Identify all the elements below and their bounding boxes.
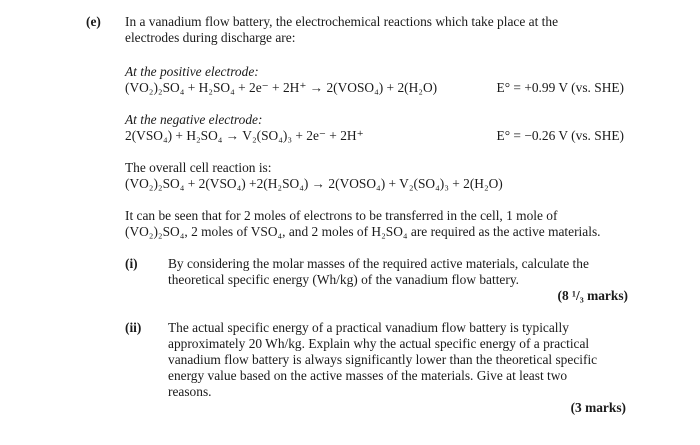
subquestion-ii-label: (ii) xyxy=(125,320,142,335)
subquestion-ii-marks: (3 marks) xyxy=(570,400,626,415)
subquestion-ii-line-1: The actual specific energy of a practical vanadium flow battery is typically xyxy=(168,320,569,335)
subquestion-i-line-1: By considering the molar masses of the required active materials, calculate the xyxy=(168,256,589,271)
overall-reaction-equation: (VO₂)₂SO₄ + 2(VSO₄) +2(H₂SO₄) → 2(VOSO₄) + V₂(SO₄)₃ + 2(H₂O) xyxy=(125,176,503,191)
positive-electrode-potential: E° = +0.99 V (vs. SHE) xyxy=(496,80,624,95)
statement-line-2: (VO₂)₂SO₄, 2 moles of VSO₄, and 2 moles of H₂SO₄ are required as the active materials. xyxy=(125,224,601,239)
subquestion-ii-line-4: energy value based on the active masses of the materials. Give at least two xyxy=(168,368,568,383)
intro-line-1: In a vanadium flow battery, the electrochemical reactions which take place at the xyxy=(125,14,559,29)
negative-electrode-heading: At the negative electrode: xyxy=(125,112,263,127)
part-label: (e) xyxy=(86,14,101,29)
negative-electrode-equation: 2(VSO₄) + H₂SO₄ → V₂(SO₄)₃ + 2e⁻ + 2H⁺ xyxy=(125,128,364,143)
subquestion-i-label: (i) xyxy=(125,256,138,271)
positive-electrode-equation: (VO₂)₂SO₄ + H₂SO₄ + 2e⁻ + 2H⁺ → 2(VOSO₄) + 2(H₂O) xyxy=(125,80,438,95)
positive-electrode-heading: At the positive electrode: xyxy=(125,64,259,79)
statement-line-1: It can be seen that for 2 moles of electrons to be transferred in the cell, 1 mole of xyxy=(125,208,558,223)
subquestion-i-line-2: theoretical specific energy (Wh/kg) of the vanadium flow battery. xyxy=(168,272,519,287)
negative-electrode-potential: E° = −0.26 V (vs. SHE) xyxy=(496,128,624,143)
subquestion-i-marks: (8 ¹/₃ marks) xyxy=(557,288,628,303)
subquestion-ii-line-3: vanadium flow battery is always significantly lower than the theoretical specific xyxy=(168,352,598,367)
intro-line-2: electrodes during discharge are: xyxy=(125,30,296,45)
subquestion-ii-line-2: approximately 20 Wh/kg. Explain why the actual specific energy of a practical xyxy=(168,336,590,351)
overall-reaction-heading: The overall cell reaction is: xyxy=(125,160,272,175)
subquestion-ii-line-5: reasons. xyxy=(168,384,212,399)
